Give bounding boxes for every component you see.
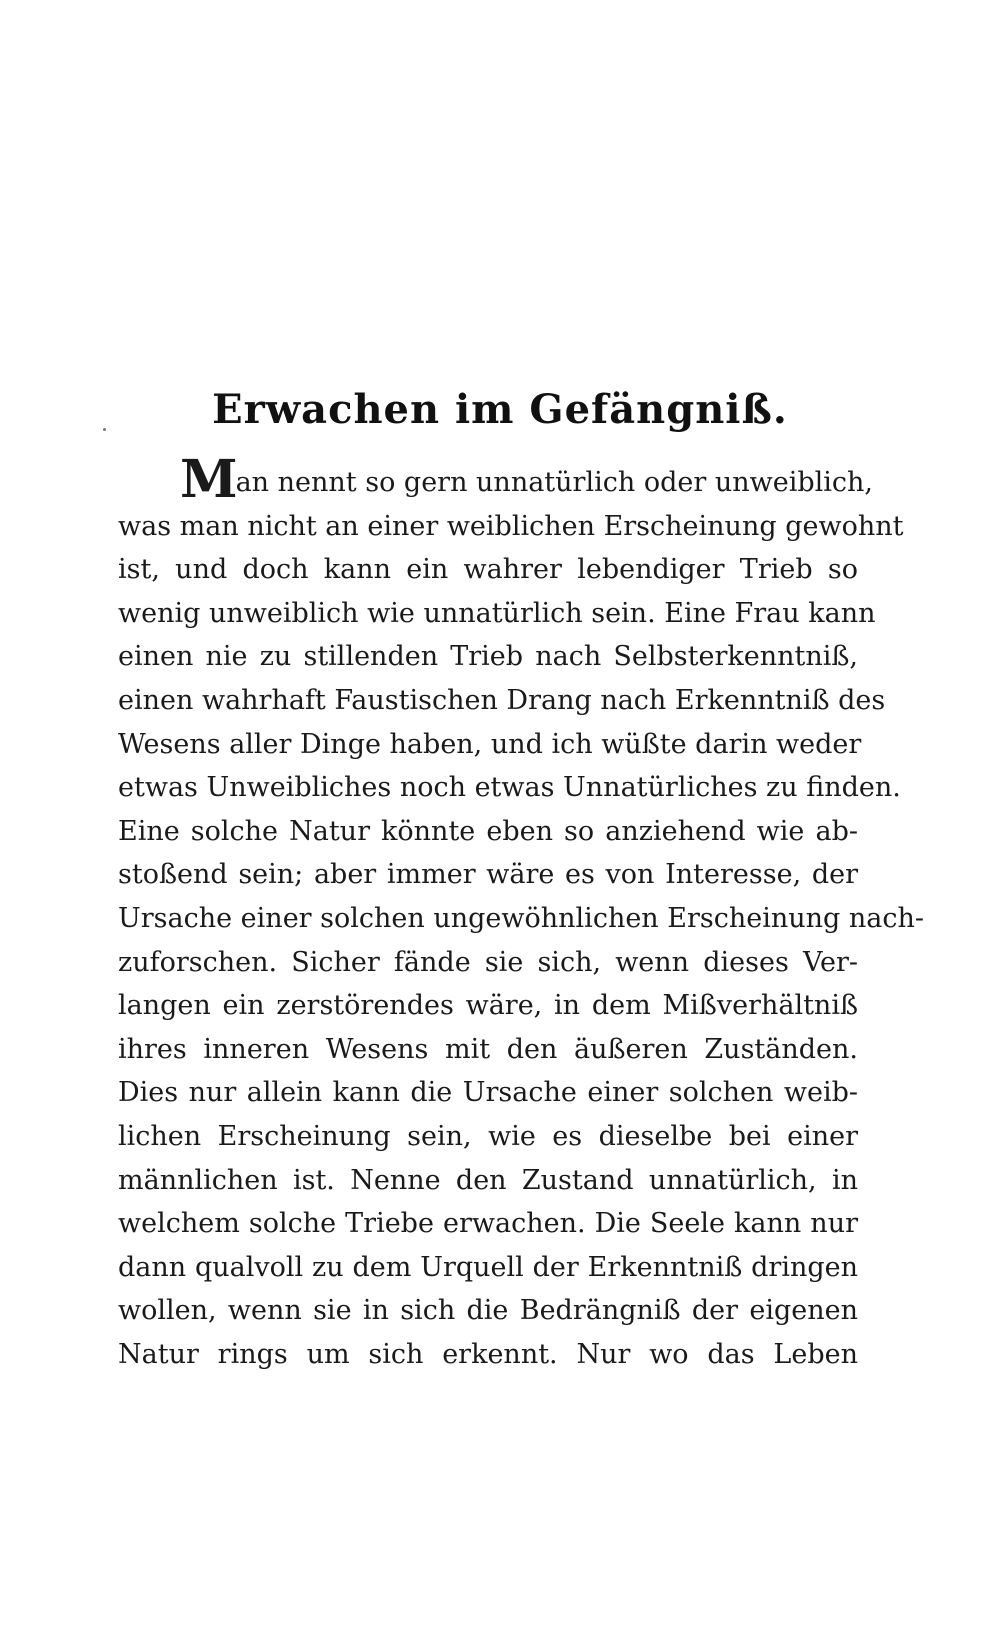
text-line-18: welchem solche Triebe erwachen. Die Seele kann nur: [118, 1208, 858, 1240]
text-line-12: zuforschen. Sicher fände sie sich, wenn dieses Ver-: [118, 946, 858, 978]
text-line-2: was man nicht an einer weiblichen Erscheinung gewohnt: [118, 510, 904, 542]
text-line-14: ihres inneren Wesens mit den äußeren Zuständen.: [118, 1033, 858, 1065]
text-line-19: dann qualvoll zu dem Urquell der Erkenntniß dringen: [118, 1251, 858, 1283]
text-line-20: wollen, wenn sie in sich die Bedrängniß der eigenen: [118, 1295, 858, 1327]
text-line-1: [118, 449, 873, 510]
text-line-3: ist, und doch kann ein wahrer lebendiger Trieb so: [118, 554, 858, 586]
text-line-10: stoßend sein; aber immer wäre es von Interesse, der: [118, 859, 858, 891]
text-line-9: Eine solche Natur könnte eben so anziehend wie ab-: [118, 815, 858, 847]
text-line-7: Wesens aller Dinge haben, und ich wüßte darin weder: [118, 728, 862, 760]
text-line-4: wenig unweiblich wie unnatürlich sein. Eine Frau kann: [118, 597, 876, 629]
drop-cap: M: [180, 449, 236, 510]
chapter-title: Erwachen im Gefängniß.: [212, 386, 788, 433]
text-line-5: einen nie zu stillenden Trieb nach Selbsterkenntniß,: [118, 641, 858, 673]
text-line-8: etwas Unweibliches noch etwas Unnatürliches zu finden.: [118, 772, 901, 804]
text-line-13: langen ein zerstörendes wäre, in dem Mißverhältniß: [118, 990, 858, 1022]
text-line-11: Ursache einer solchen ungewöhnlichen Erscheinung nach-: [118, 902, 925, 934]
line-text: an nennt so gern unnatürlich oder unweiblich,: [235, 467, 873, 498]
text-line-6: einen wahrhaft Faustischen Drang nach Erkenntniß des: [118, 684, 886, 716]
paper-speck: [103, 428, 106, 431]
text-line-17: männlichen ist. Nenne den Zustand unnatürlich, in: [118, 1164, 858, 1196]
body-text: [118, 449, 925, 1376]
text-line-16: lichen Erscheinung sein, wie es dieselbe bei einer: [118, 1120, 858, 1152]
text-line-15: Dies nur allein kann die Ursache einer solchen weib-: [118, 1077, 858, 1109]
text-line-21: Natur rings um sich erkennt. Nur wo das Leben: [118, 1338, 858, 1370]
